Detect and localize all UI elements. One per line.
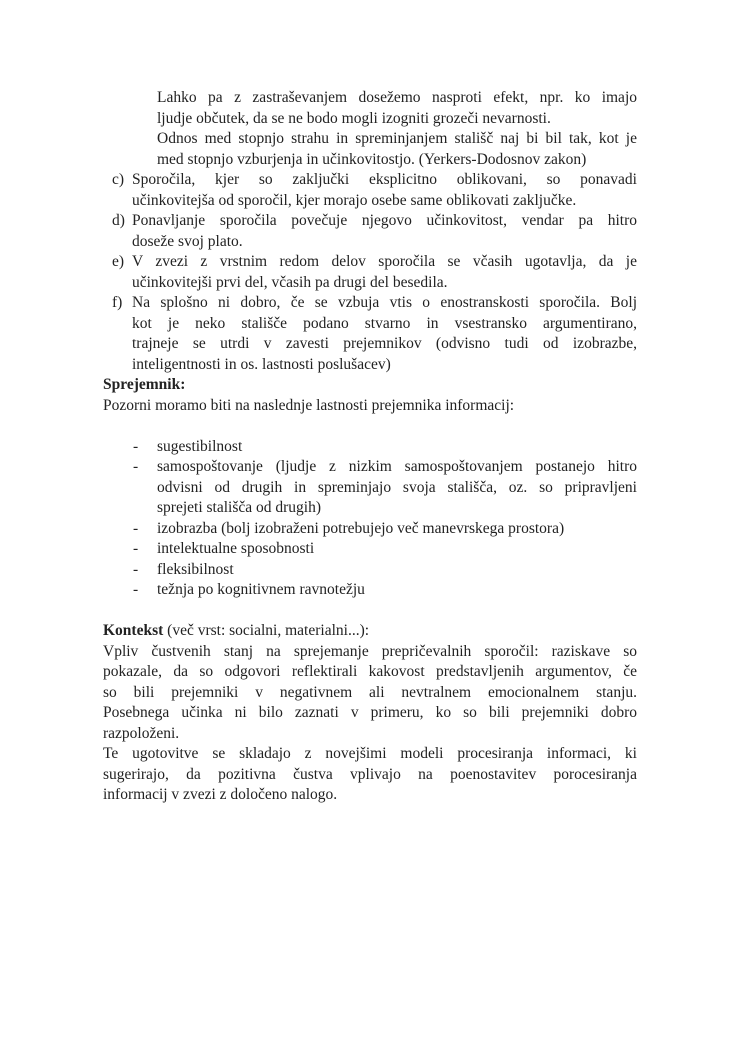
text-line: informacij v zvezi z določeno nalogo. — [103, 786, 338, 803]
text-line: Na splošno ni dobro, če se vzbuja vtis o enostranskosti sporočila. Bolj — [132, 294, 637, 311]
text-line: Odnos med stopnjo strahu in spreminjanjem stališč naj bi bil tak, kot je — [157, 130, 637, 147]
list-item — [103, 457, 637, 519]
text-line: sprejeti stališča od drugih) — [157, 499, 321, 516]
text-line: pokazale, da so odgovori reflektirali kakovost predstavljenih argumentov, če — [103, 663, 637, 680]
list-item — [103, 211, 637, 252]
list-item — [103, 580, 637, 601]
text-line: Vpliv čustvenih stanj na sprejemanje prepričevalnih sporočil: raziskave so — [103, 642, 637, 660]
blank-line — [103, 601, 637, 622]
blank-line — [103, 416, 637, 437]
text-line: Pozorni moramo biti na naslednje lastnosti prejemnika informacij: — [103, 396, 515, 414]
text-line: Posebnega učinka ni bilo zaznati v primeru, ko so bili prejemniki dobro — [103, 704, 637, 721]
text-line: Lahko pa z zastraševanjem dosežemo nasproti efekt, npr. ko imajo — [157, 89, 637, 106]
heading-rest: (več vrst: socialni, materialni...): — [163, 622, 370, 639]
text-line: med stopnjo vzburjenja in učinkovitostjo. (Yerkers-Dodosnov zakon) — [157, 150, 587, 168]
list-marker: d) — [112, 212, 125, 229]
list-item — [103, 252, 637, 293]
paragraph — [103, 642, 637, 745]
text-line: učinkovitejši prvi del, včasih pa drugi del besedila. — [132, 273, 448, 291]
list-marker: - — [133, 560, 139, 578]
list-marker: - — [133, 437, 139, 455]
text-line: učinkovitejša od sporočil, kjer morajo osebe same oblikovati zaključke. — [132, 191, 577, 209]
list-marker: - — [133, 581, 139, 598]
list-item — [103, 519, 637, 540]
list-marker: - — [133, 540, 139, 557]
text-line: Sprejemnik: — [103, 376, 186, 393]
list-marker: e) — [112, 253, 125, 270]
list-marker: - — [133, 458, 139, 475]
text-line: kot je neko stališče podano stvarno in vsestransko argumentirano, — [132, 314, 637, 332]
text-line: samospoštovanje (ljudje z nizkim samospoštovanjem postanejo hitro — [157, 458, 637, 475]
text-line — [103, 621, 637, 642]
document-body — [103, 88, 637, 806]
text-line: Te ugotovitve se skladajo z novejšimi modeli procesiranja informaci, ki — [103, 745, 637, 762]
section-heading — [103, 375, 637, 396]
text-line: doseže svoj plato. — [132, 232, 243, 250]
text-line: so bili prejemniki v negativnem ali nevtralnem emocionalnem stanju. — [103, 683, 637, 701]
text-line: fleksibilnost — [157, 560, 234, 578]
heading-lead: Kontekst — [103, 622, 164, 639]
text-line: inteligentnosti in os. lastnosti poslušacev) — [132, 355, 391, 373]
text-line: odvisni od drugih in spreminjajo svoja stališča, oz. so pripravljeni — [157, 478, 637, 496]
paragraph — [103, 396, 637, 417]
list-item — [103, 437, 637, 458]
list-marker: - — [133, 519, 139, 537]
list-item — [103, 560, 637, 581]
text-line: V zvezi z vrstnim redom delov sporočila se včasih ugotavlja, da je — [132, 253, 637, 270]
list-marker: f) — [112, 294, 123, 311]
list-item — [103, 539, 637, 560]
text-line: intelektualne sposobnosti — [157, 540, 315, 557]
paragraph — [103, 88, 637, 129]
text-line: izobrazba (bolj izobraženi potrebujejo več manevrskega prostora) — [157, 519, 565, 537]
paragraph — [103, 129, 637, 170]
text-line: Sporočila, kjer so zaključki eksplicitno oblikovani, so ponavadi — [132, 171, 637, 188]
paragraph — [103, 744, 637, 806]
text-line: sugestibilnost — [157, 437, 243, 455]
text-line: težnja po kognitivnem ravnotežju — [157, 581, 365, 598]
text-line: ljudje občutek, da se ne bodo mogli izogniti grozeči nevarnosti. — [157, 109, 551, 127]
list-marker: c) — [112, 171, 125, 188]
list-item — [103, 170, 637, 211]
text-line: trajneje se utrdi v zavesti prejemnikov (odvisno tudi od izobrazbe, — [132, 335, 637, 352]
text-line: Ponavljanje sporočila povečuje njegovo učinkovitost, vendar pa hitro — [132, 212, 637, 229]
section-heading-inline — [103, 621, 637, 642]
list-item — [103, 293, 637, 375]
text-line: sugerirajo, da pozitivna čustva vplivajo na poenostavitev porocesiranja — [103, 765, 637, 783]
text-line: razpoloženi. — [103, 724, 180, 742]
